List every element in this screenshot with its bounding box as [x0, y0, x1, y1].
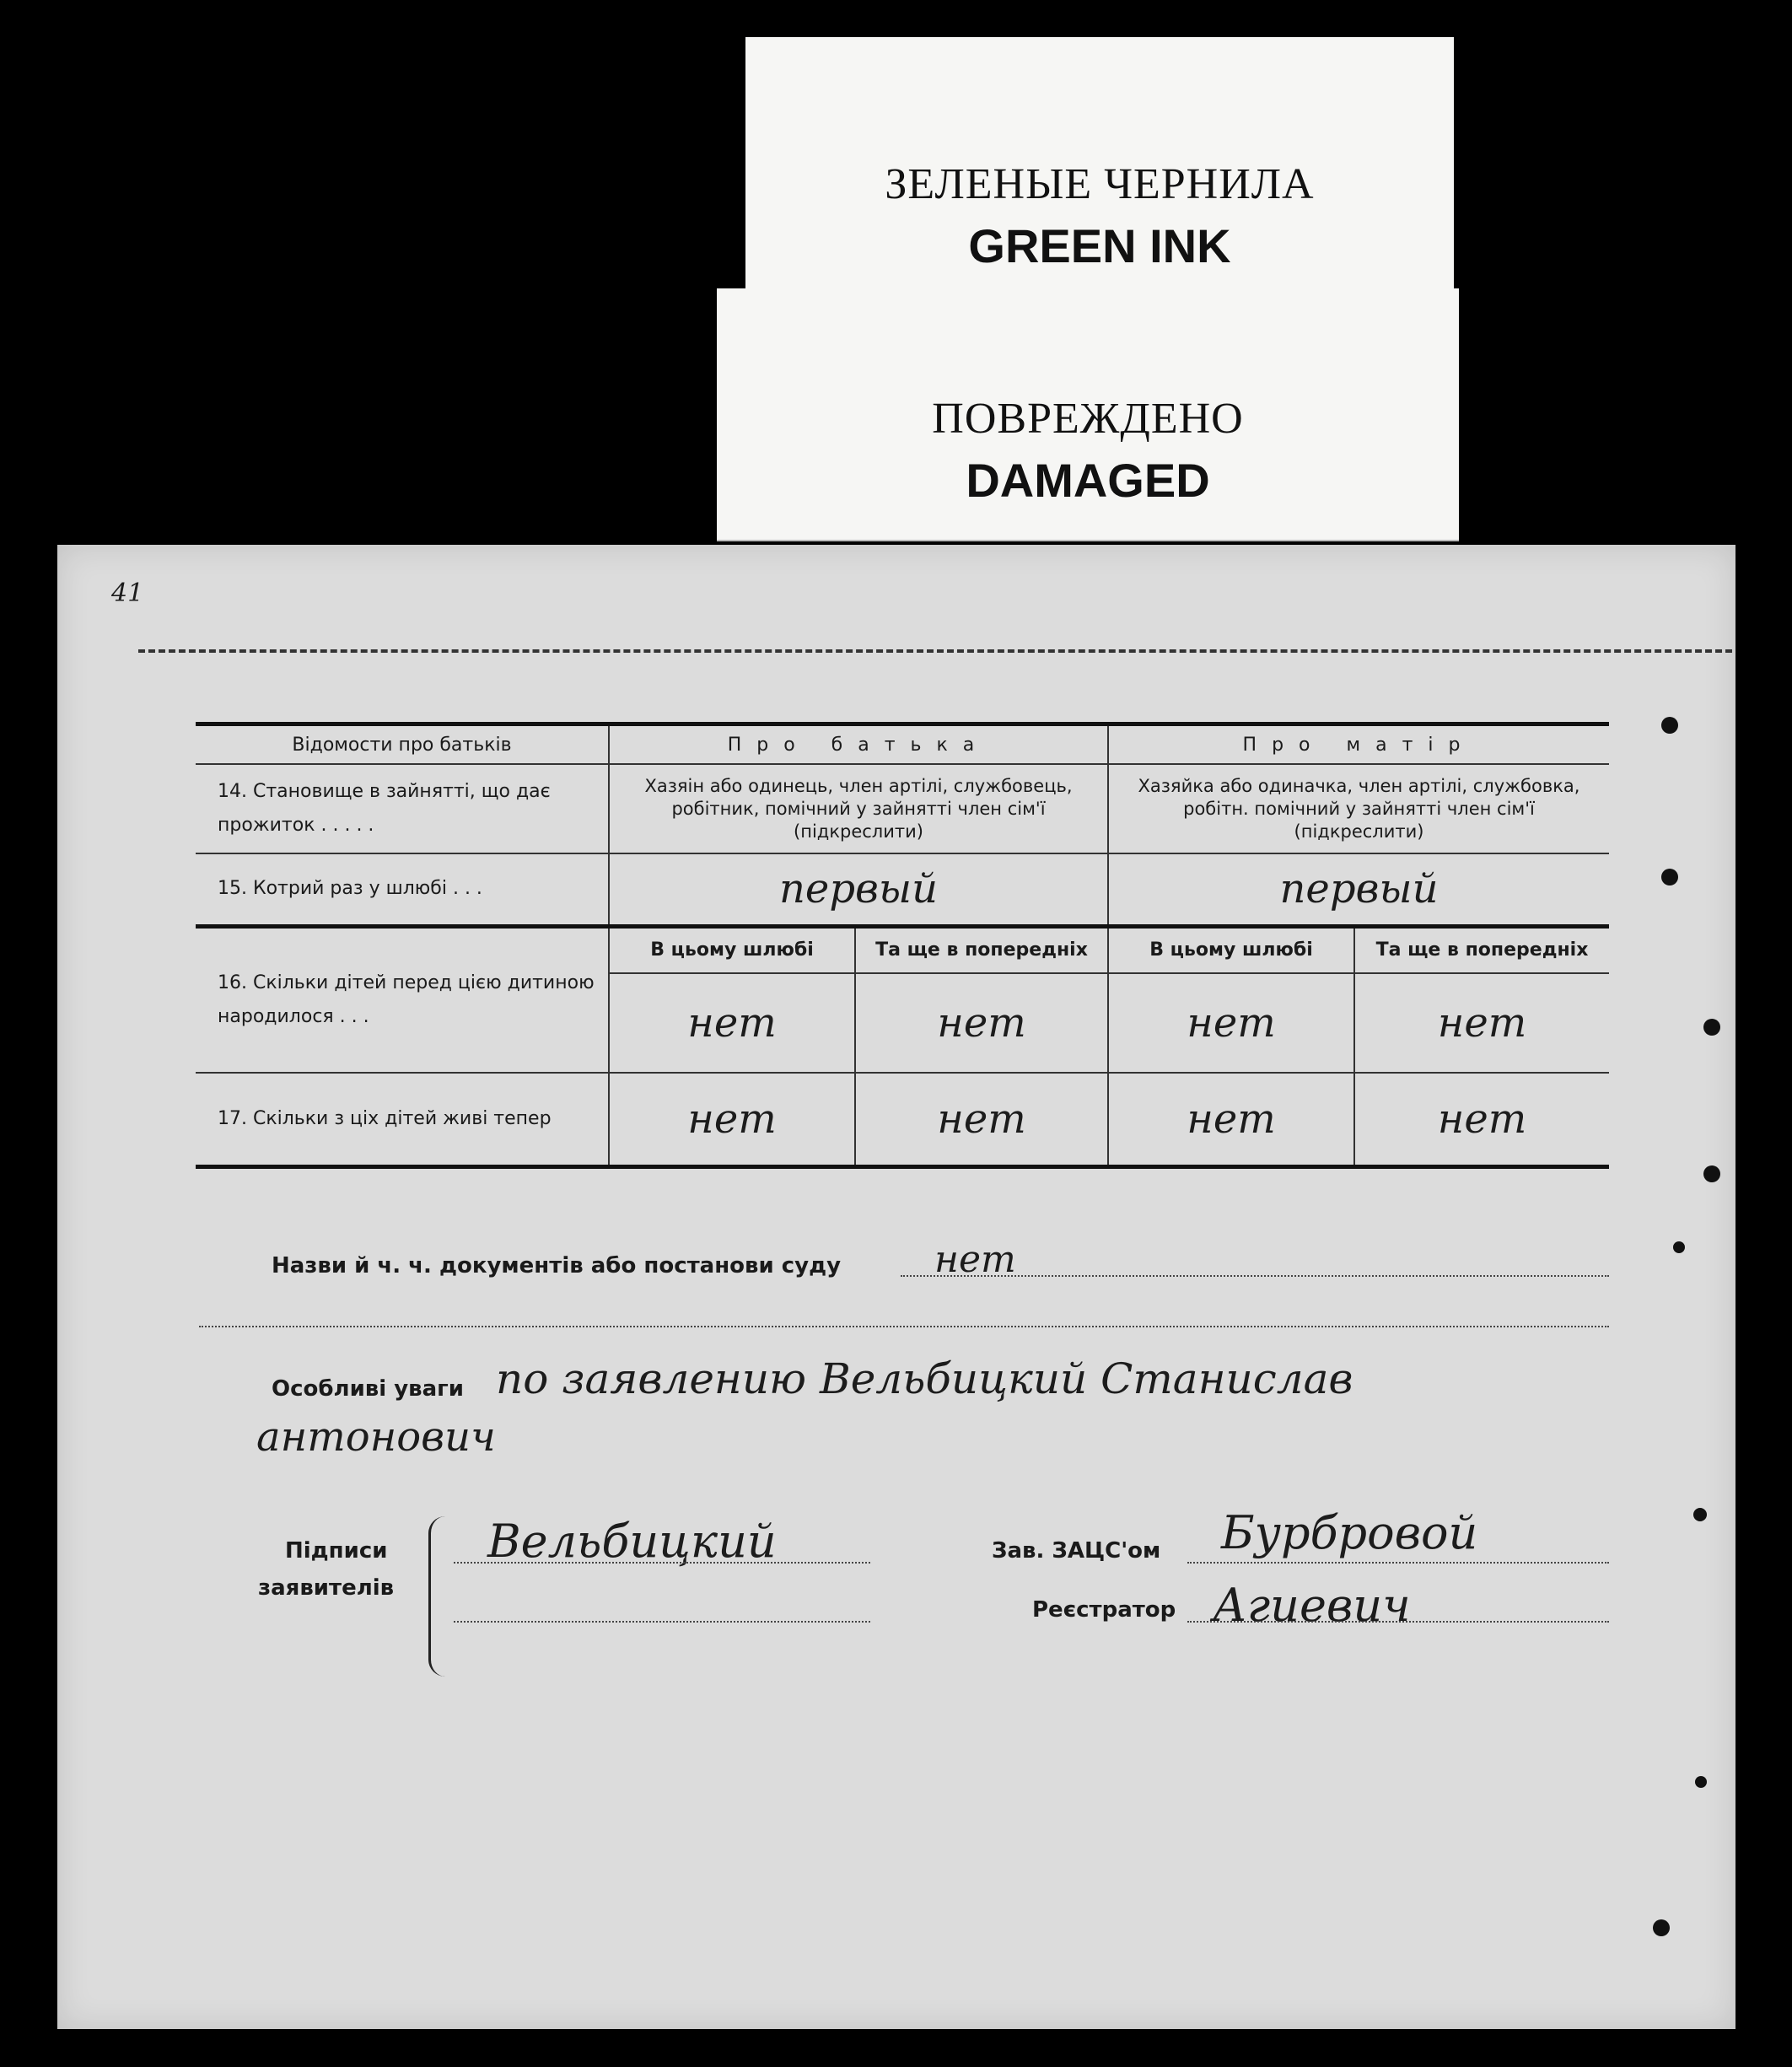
- applicants-label-2: заявителів: [258, 1575, 395, 1601]
- row16-value: нет: [609, 973, 855, 1073]
- documents-label: Назви й ч. ч. документів або постанови суду: [272, 1253, 842, 1278]
- header-parents-info: Відомости про батьків: [196, 724, 609, 765]
- row17-value: нет: [855, 1073, 1108, 1167]
- applicant-sig-line-1: [454, 1562, 870, 1564]
- sub-header-mother-previous: Та ще в попередніх: [1354, 926, 1609, 973]
- row17-value: нет: [1108, 1073, 1354, 1167]
- perforation-line: [138, 649, 1732, 653]
- documents-line: [901, 1275, 1609, 1277]
- head-zags-signature: Бурбровой: [1221, 1506, 1478, 1559]
- green-ink-stamp: [745, 37, 1454, 290]
- row17-label: 17. Скільки з ціх дітей живі тепер: [196, 1073, 609, 1167]
- binding-hole: [1661, 869, 1678, 885]
- registrar-label: Реєстратор: [1032, 1597, 1176, 1623]
- notes-value-line1: по заявлению Вельбицкий Станислав: [496, 1354, 1353, 1403]
- binding-hole: [1703, 1165, 1720, 1182]
- registrar-line: [1187, 1621, 1609, 1623]
- registrar-signature: Агиевич: [1213, 1579, 1411, 1632]
- green-ink-en: GREEN INK: [968, 219, 1231, 272]
- applicants-label-1: Підписи: [285, 1538, 388, 1564]
- applicants-brace: [428, 1516, 446, 1677]
- row14-father-options: Хазяін або одинець, член артілі, службовець, робітник, помічний у зайнятті член сім'ї (підкреслити): [609, 764, 1108, 853]
- row16-value: нет: [855, 973, 1108, 1073]
- head-zags-label: Зав. ЗАЦС'ом: [992, 1538, 1161, 1564]
- row16-value: нет: [1108, 973, 1354, 1073]
- applicant-sig-line-2: [454, 1621, 870, 1623]
- parents-info-table: [196, 722, 1609, 1169]
- damaged-stamp: [717, 288, 1459, 541]
- green-ink-ru: ЗЕЛЕНЫЕ ЧЕРНИЛА: [885, 160, 1315, 208]
- row15-mother-value: первый: [1108, 853, 1609, 926]
- binding-hole: [1693, 1508, 1707, 1521]
- row17-value: нет: [609, 1073, 855, 1167]
- row14-label: 14. Становище в зайнятті, що дає прожиток . . . . .: [196, 764, 609, 853]
- damaged-ru: ПОВРЕЖДЕНО: [932, 395, 1244, 443]
- sub-header-father-this: В цьому шлюбі: [609, 926, 855, 973]
- notes-value-line2: антонович: [256, 1413, 496, 1461]
- registry-form-page: [57, 545, 1735, 2029]
- header-mother: Про матір: [1108, 724, 1609, 765]
- header-father: Про батька: [609, 724, 1108, 765]
- head-zags-line: [1187, 1562, 1609, 1564]
- damaged-en: DAMAGED: [966, 454, 1210, 507]
- documents-line-2: [199, 1326, 1609, 1327]
- row14-mother-options: Хазяйка або одиначка, член артілі, службовка, робітн. помічний у зайнятті член сім'ї (підкреслити): [1108, 764, 1609, 853]
- documents-value: нет: [934, 1238, 1016, 1281]
- sub-header-father-previous: Та ще в попередніх: [855, 926, 1108, 973]
- row15-father-value: первый: [609, 853, 1108, 926]
- row15-label: 15. Котрий раз у шлюбі . . .: [196, 853, 609, 926]
- notes-label: Особливі уваги: [272, 1376, 464, 1402]
- row17-value: нет: [1354, 1073, 1609, 1167]
- binding-hole: [1695, 1776, 1707, 1788]
- sub-header-mother-this: В цьому шлюбі: [1108, 926, 1354, 973]
- binding-hole: [1661, 717, 1678, 734]
- corner-mark: 41: [111, 579, 144, 608]
- binding-hole: [1653, 1919, 1670, 1936]
- applicant-signature: Вельбицкий: [487, 1515, 777, 1568]
- binding-hole: [1673, 1241, 1685, 1253]
- row16-label: 16. Скільки дітей перед цією дитиною народилося . . .: [196, 926, 609, 1073]
- binding-hole: [1703, 1019, 1720, 1036]
- row16-value: нет: [1354, 973, 1609, 1073]
